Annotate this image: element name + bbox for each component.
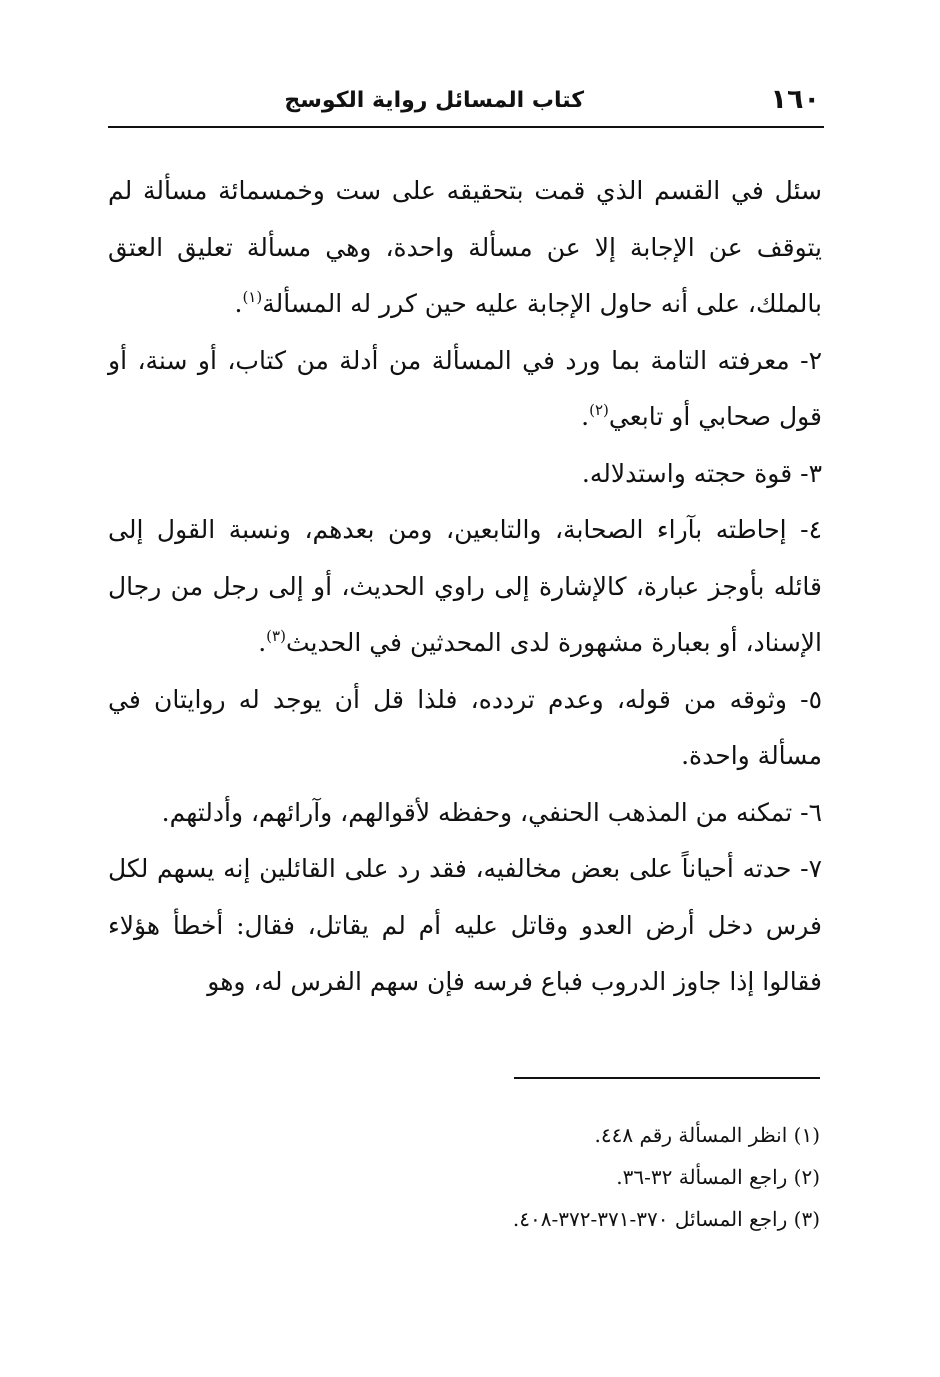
paragraph-4: [108, 502, 822, 672]
paragraph-3: ٣- قوة حجته واستدلاله.: [581, 458, 822, 488]
page-number: ١٦٠: [770, 84, 820, 115]
footnote-2: (٢) راجع المسألة ٣٢-٣٦.: [616, 1165, 820, 1189]
paragraph-5: ٥- وثوقه من قوله، وعدم تردده، فلذا قل أن يوجد له روايتان في مسألة واحدة.: [108, 684, 822, 770]
paragraph-2: [108, 333, 822, 446]
paragraph-4-end: .: [258, 628, 267, 657]
footnote-ref-2[interactable]: (٢): [589, 401, 609, 419]
paragraph-1-text: سئل في القسم الذي قمت بتحقيقه على ست وخمسمائة مسألة لم يتوقف عن الإجابة إلا عن مسألة واحدة، وهي مسألة تعليق العتق بالملك، على أنه حاول الإجابة عليه حين كرر له المسألة: [108, 176, 822, 318]
main-text: [108, 163, 822, 1011]
header-rule: [108, 126, 824, 128]
paragraph-7: ٧- حدته أحياناً على بعض مخالفيه، فقد رد على القائلين إنه يسهم لكل فرس دخل أرض العدو وقاتل عليه أم لم يقاتل، فقال: أخطأ هؤلاء فقالوا إذا جاوز الدروب فباع فرسه فإن سهم الفرس له، وهو: [108, 854, 822, 996]
footnote-separator: [514, 1077, 820, 1079]
footnote-ref-1[interactable]: (١): [242, 288, 263, 306]
running-title: كتاب المسائل رواية الكوسج: [284, 88, 584, 113]
footnote-ref-3[interactable]: (٣): [266, 627, 286, 645]
paragraph-1-end: .: [234, 289, 243, 318]
footnote-1: (١) انظر المسألة رقم ٤٤٨.: [594, 1123, 820, 1147]
page-header: [108, 84, 824, 128]
paragraph-2-end: .: [581, 402, 590, 431]
paragraph-2-text: ٢- معرفته التامة بما ورد في المسألة من أدلة من كتاب، أو سنة، أو قول صحابي أو تابعي: [108, 345, 822, 431]
paragraph-1: [108, 163, 822, 333]
paragraph-6: ٦- تمكنه من المذهب الحنفي، وحفظه لأقوالهم، وآرائهم، وأدلتهم.: [161, 797, 822, 827]
paragraph-4-text: ٤- إحاطته بآراء الصحابة، والتابعين، ومن بعدهم، ونسبة القول إلى قائله بأوجز عبارة، كالإشارة إلى راوي الحديث، أو إلى رجل من رجال الإسناد، أو بعبارة مشهورة لدى المحدثين في الحديث: [108, 515, 822, 657]
footnote-3: (٣) راجع المسائل ٣٧٠-٣٧١-٣٧٢-٤٠٨.: [512, 1207, 820, 1231]
footnotes: [108, 1114, 820, 1240]
